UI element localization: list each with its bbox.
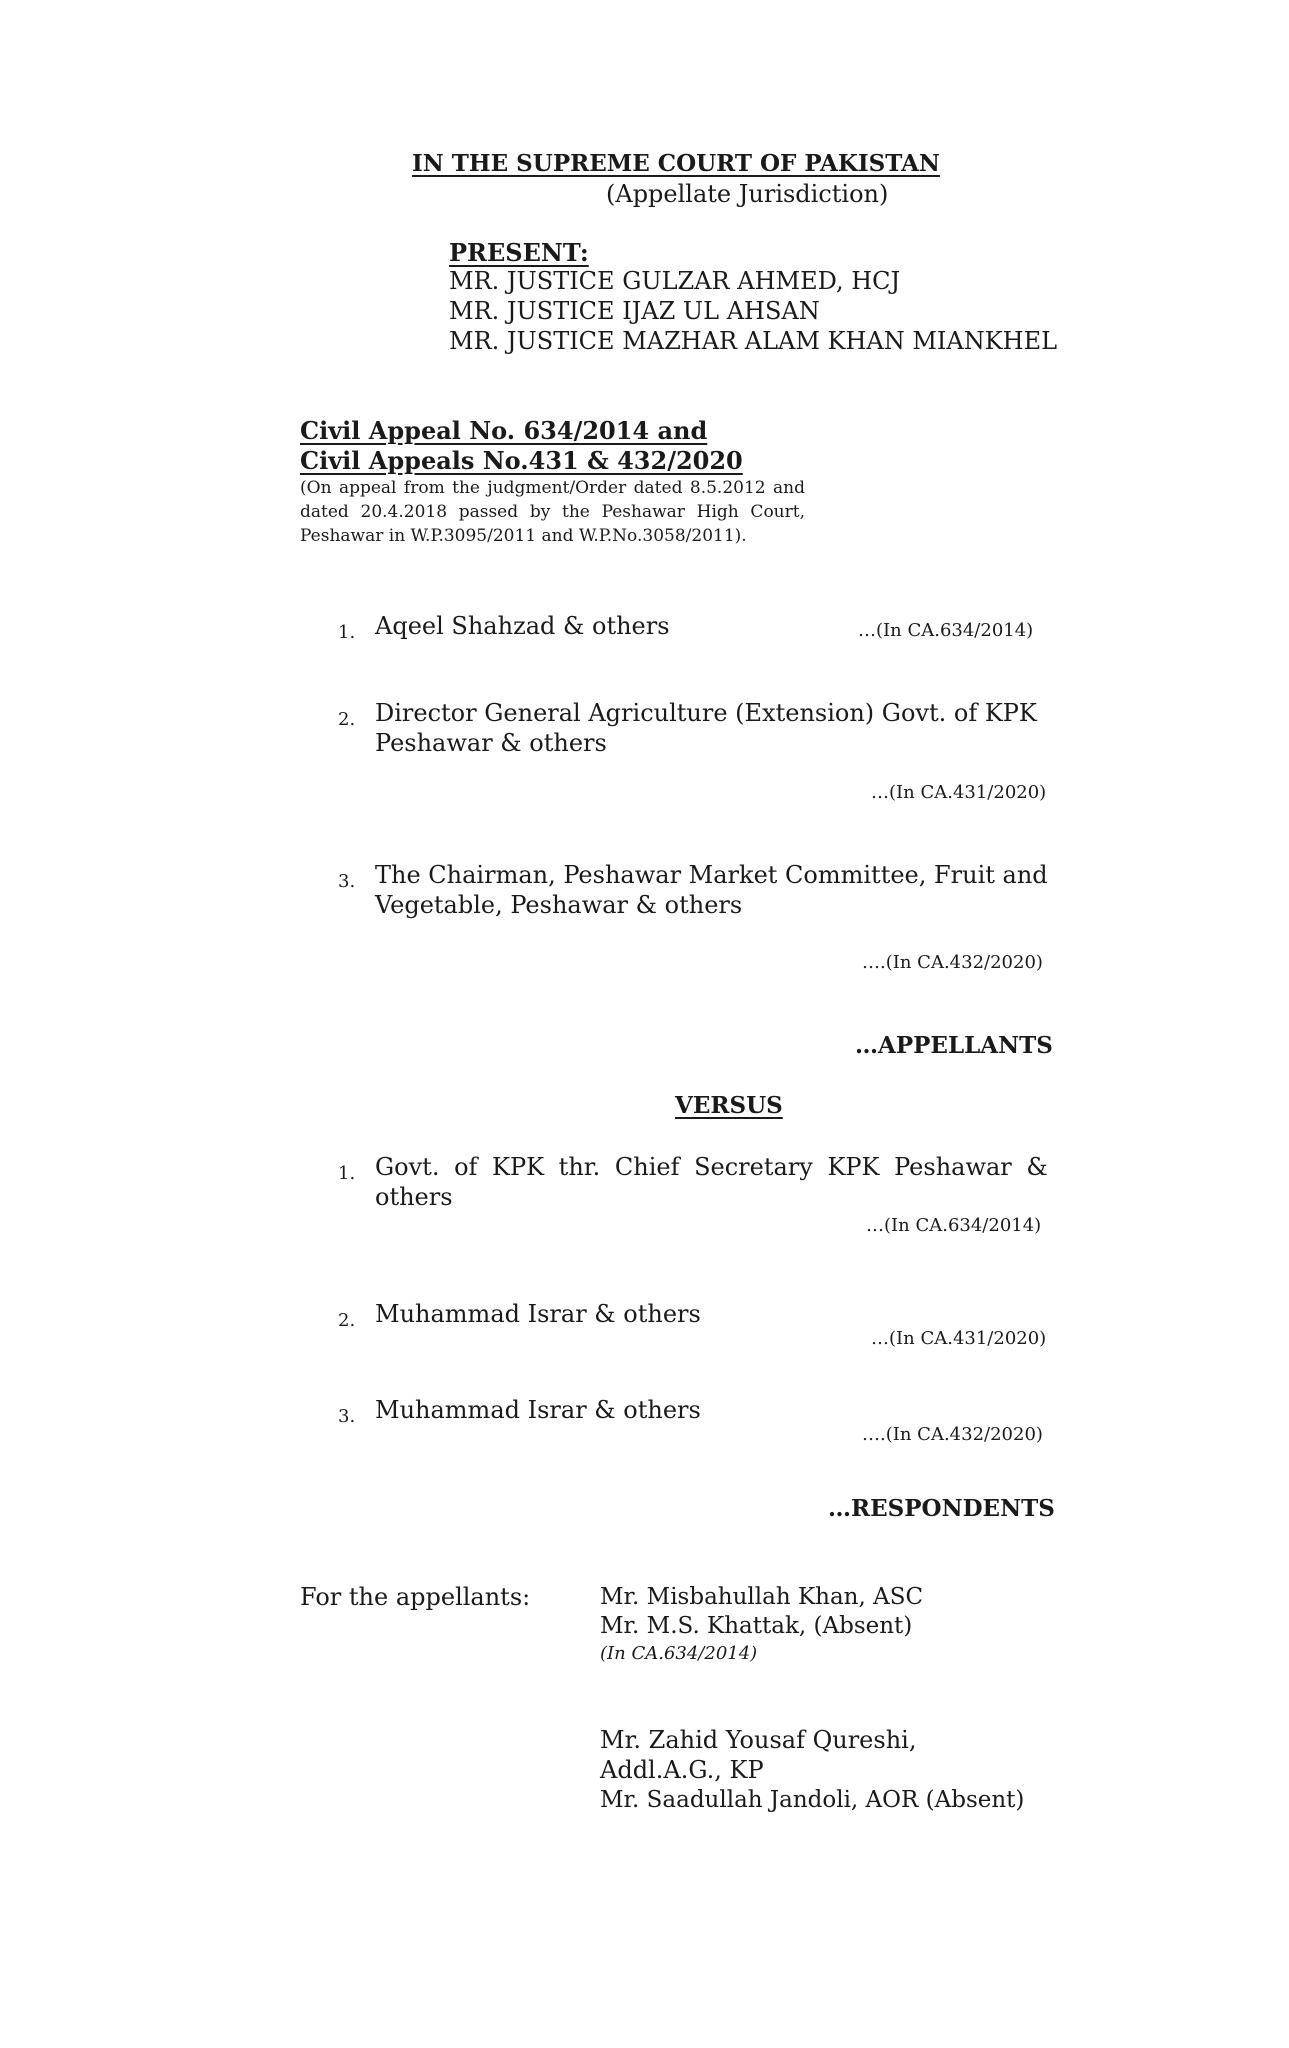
jurisdiction-subheading: (Appellate Jurisdiction) bbox=[606, 180, 889, 208]
respondent-number: 2. bbox=[338, 1310, 356, 1331]
counsel-name: Mr. M.S. Khattak, (Absent) bbox=[600, 1613, 913, 1639]
respondent-case-ref: …(In CA.431/2020) bbox=[871, 1328, 1047, 1349]
appellant-name-continued: Vegetable, Peshawar & others bbox=[375, 891, 743, 919]
appellant-number: 1. bbox=[338, 622, 356, 643]
appellant-name: Aqeel Shahzad & others bbox=[375, 612, 670, 640]
appellant-number: 2. bbox=[338, 709, 356, 730]
versus-heading: VERSUS bbox=[675, 1092, 783, 1119]
appellant-case-ref: …(In CA.634/2014) bbox=[858, 620, 1034, 641]
respondents-label: …RESPONDENTS bbox=[828, 1495, 1055, 1522]
respondent-name-continued: others bbox=[375, 1183, 453, 1211]
appellant-case-ref: …(In CA.431/2020) bbox=[871, 782, 1047, 803]
appellant-name: Director General Agriculture (Extension) Govt. of KPK bbox=[375, 699, 1037, 727]
counsel-group-2 bbox=[600, 1725, 1024, 1815]
appeal-note: (On appeal from the judgment/Order dated 8.5.2012 and dated 20.4.2018 passed by the Peshawar High Court, Peshawar in W.P.3095/2011 and W.P.No.3058/2011). bbox=[300, 478, 805, 546]
counsel-designation: Addl.A.G., KP bbox=[600, 1756, 764, 1784]
respondent-number: 3. bbox=[338, 1406, 356, 1427]
case-title-line-2: Civil Appeals No.431 & 432/2020 bbox=[300, 446, 743, 475]
appellant-name: The Chairman, Peshawar Market Committee, Fruit and bbox=[375, 861, 1048, 889]
bench-judges bbox=[449, 266, 1057, 356]
respondent-name: Muhammad Israr & others bbox=[375, 1396, 701, 1424]
judge-name: MR. JUSTICE IJAZ UL AHSAN bbox=[449, 297, 820, 325]
judge-name: MR. JUSTICE GULZAR AHMED, HCJ bbox=[449, 267, 901, 295]
appellant-name-continued: Peshawar & others bbox=[375, 729, 607, 757]
counsel-group-1 bbox=[600, 1583, 923, 1641]
case-title-line-1: Civil Appeal No. 634/2014 and bbox=[300, 416, 708, 445]
respondent-case-ref: ….(In CA.432/2020) bbox=[862, 1424, 1043, 1445]
judge-name: MR. JUSTICE MAZHAR ALAM KHAN MIANKHEL bbox=[449, 327, 1058, 355]
respondent-name: Govt. of KPK thr. Chief Secretary KPK Peshawar & bbox=[375, 1153, 1048, 1181]
court-heading: IN THE SUPREME COURT OF PAKISTAN bbox=[412, 150, 940, 177]
respondent-number: 1. bbox=[338, 1163, 356, 1184]
appellants-label: …APPELLANTS bbox=[855, 1032, 1053, 1059]
counsel-label: For the appellants: bbox=[300, 1583, 531, 1611]
appellant-case-ref: ….(In CA.432/2020) bbox=[862, 952, 1043, 973]
counsel-name: Mr. Saadullah Jandoli, AOR (Absent) bbox=[600, 1787, 1025, 1813]
respondent-case-ref: …(In CA.634/2014) bbox=[866, 1215, 1042, 1236]
present-label: PRESENT: bbox=[449, 238, 589, 267]
counsel-name: Mr. Misbahullah Khan, ASC bbox=[600, 1584, 924, 1610]
appellant-number: 3. bbox=[338, 871, 356, 892]
counsel-case-note: (In CA.634/2014) bbox=[600, 1643, 758, 1664]
respondent-name: Muhammad Israr & others bbox=[375, 1300, 701, 1328]
counsel-name: Mr. Zahid Yousaf Qureshi, bbox=[600, 1726, 917, 1754]
